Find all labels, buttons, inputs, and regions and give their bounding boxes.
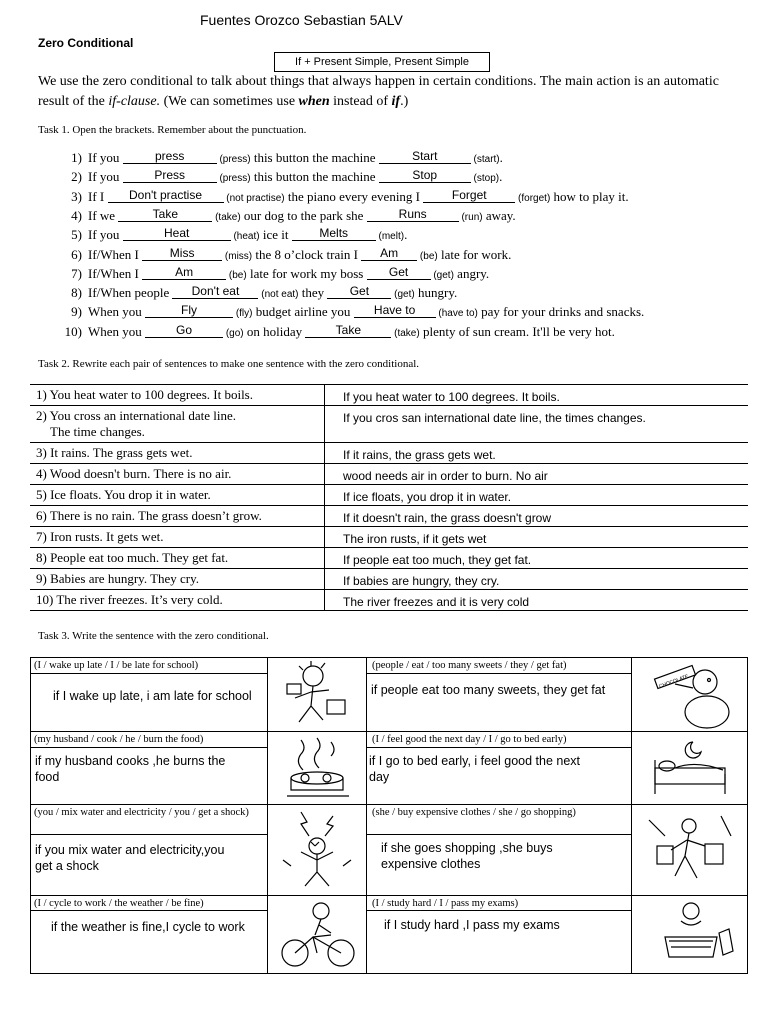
table-row — [30, 506, 748, 527]
table-row — [30, 485, 748, 506]
item-text: When you — [88, 323, 146, 339]
task1-item — [58, 169, 502, 188]
task1-item — [58, 304, 644, 323]
task3-answer: if I wake up late, i am late for school — [53, 689, 252, 703]
table-row — [30, 406, 748, 443]
task2-table — [30, 384, 748, 611]
item-text: late for work my boss — [246, 265, 367, 281]
item-text: . — [499, 169, 503, 185]
candy-label: CHOCOLATE — [658, 673, 690, 690]
task1-heading: Task 1. Open the brackets. Remember about the punctuation. — [38, 124, 307, 136]
task1-item — [58, 150, 503, 169]
item-text: If we — [88, 207, 119, 223]
shopping-illustration — [635, 806, 743, 894]
item-number: 6) — [71, 246, 82, 262]
answer-blank[interactable]: Get — [367, 265, 431, 280]
item-text: away. — [482, 207, 516, 223]
rewritten-sentence[interactable]: If people eat too much, they get fat. — [325, 548, 749, 569]
intro-paragraph: We use the zero conditional to talk about things that always happen in certain conditions. The main action is an automatic result of the if-clause. (We can sometimes use when instead of if.) — [38, 74, 719, 109]
item-number: 5) — [71, 227, 82, 243]
item-text: on holiday — [243, 323, 306, 339]
sentence-pair: 8) People eat too much. They get fat. — [30, 548, 325, 569]
verb-hint: (not practise) — [223, 192, 285, 204]
item-text: the piano every evening I — [284, 188, 424, 204]
item-text: If/When people — [88, 285, 173, 301]
item-text: this button the machine — [250, 169, 379, 185]
item-text: If you — [88, 227, 123, 243]
item-text: hungry. — [414, 285, 458, 301]
rewritten-sentence[interactable]: If you cros san international date line, the times changes. — [325, 406, 749, 443]
verb-hint: (have to) — [435, 308, 478, 320]
item-number: 2) — [71, 169, 82, 185]
sentence-pair: 6) There is no rain. The grass doesn’t grow. — [30, 506, 325, 527]
sentence-pair: 4) Wood doesn't burn. There is no air. — [30, 464, 325, 485]
item-number: 9) — [71, 304, 82, 320]
page-title: Zero Conditional — [38, 36, 134, 50]
rewritten-sentence[interactable]: The iron rusts, if it gets wet — [325, 527, 749, 548]
answer-blank[interactable]: Start — [379, 149, 471, 164]
verb-hint: (heat) — [230, 231, 260, 243]
answer-blank[interactable]: Runs — [367, 207, 459, 222]
rewritten-sentence[interactable]: If it rains, the grass gets wet. — [325, 443, 749, 464]
task3-heading: Task 3. Write the sentence with the zero conditional. — [38, 630, 269, 642]
answer-blank[interactable]: Stop — [379, 168, 471, 183]
answer-blank[interactable]: Am — [361, 246, 417, 261]
item-text: late for work. — [437, 246, 512, 262]
task3-prompt: (I / study hard / I / pass my exams) — [372, 898, 519, 909]
verb-hint: (forget) — [515, 192, 551, 204]
answer-blank[interactable]: Go — [145, 323, 223, 338]
task1-item — [58, 247, 511, 266]
item-text: ice it — [259, 227, 292, 243]
item-text: When you — [88, 304, 146, 320]
answer-blank[interactable]: Heat — [123, 226, 231, 241]
cyclist-illustration — [271, 897, 363, 971]
item-number: 3) — [71, 188, 82, 204]
verb-hint: (get) — [430, 269, 454, 281]
table-row — [30, 590, 748, 611]
task2-heading: Task 2. Rewrite each pair of sentences to make one sentence with the zero conditional. — [38, 358, 420, 370]
item-text: If/When I — [88, 246, 143, 262]
verb-hint: (take) — [212, 211, 241, 223]
electric-shock-illustration — [271, 806, 363, 894]
task3-answer: if I go to bed early, i feel good the next day — [369, 754, 581, 784]
item-text: how to play it. — [550, 188, 629, 204]
item-text: budget airline you — [252, 304, 354, 320]
task3-answer: if I study hard ,I pass my exams — [384, 918, 560, 932]
task3-answer: if she goes shopping ,she buys expensive clothes — [381, 841, 553, 871]
bed-illustration — [635, 734, 743, 802]
sentence-pair: 2) You cross an international date line. The time changes. — [30, 406, 325, 443]
verb-hint: (press) — [216, 154, 251, 165]
answer-blank[interactable]: Miss — [142, 246, 222, 261]
task3-answer: if my husband cooks ,he burns the food — [35, 754, 226, 784]
item-text: they — [298, 285, 328, 301]
item-text: If I — [88, 188, 108, 204]
item-text: If you — [88, 169, 123, 185]
item-text: If you — [88, 150, 123, 165]
verb-hint: (take) — [391, 327, 420, 339]
task1-item — [58, 285, 457, 304]
task3-grid — [30, 657, 748, 974]
verb-hint: (not eat) — [258, 289, 299, 301]
answer-blank[interactable]: Get — [327, 284, 391, 299]
student-name: Fuentes Orozco Sebastian 5ALV — [200, 12, 403, 28]
rewritten-sentence[interactable]: If it doesn't rain, the grass doesn't grow — [325, 506, 749, 527]
sentence-pair: 1) You heat water to 100 degrees. It boils. — [30, 385, 325, 406]
item-text: this button the machine — [250, 150, 379, 165]
cooking-illustration — [271, 734, 363, 802]
verb-hint: (go) — [223, 327, 244, 339]
verb-hint: (be) — [226, 269, 247, 281]
item-text: If/When I — [88, 265, 143, 281]
answer-blank[interactable]: Forget — [423, 188, 515, 203]
task3-prompt: (people / eat / too many sweets / they / get fat) — [372, 660, 567, 671]
rewritten-sentence[interactable]: If babies are hungry, they cry. — [325, 569, 749, 590]
item-number: 10) — [64, 323, 82, 339]
task1-item — [58, 189, 629, 208]
studying-illustration — [635, 897, 743, 971]
sentence-pair: 9) Babies are hungry. They cry. — [30, 569, 325, 590]
item-text: . — [499, 150, 503, 165]
item-text: pay for your drinks and snacks. — [477, 304, 645, 320]
item-number: 1) — [71, 150, 82, 165]
answer-blank[interactable]: Fly — [145, 303, 233, 318]
verb-hint: (run) — [458, 211, 483, 223]
answer-blank[interactable]: Take — [118, 207, 212, 222]
task3-answer: if people eat too many sweets, they get fat — [371, 683, 606, 697]
answer-blank[interactable]: press — [123, 149, 217, 164]
verb-hint: (press) — [216, 173, 251, 185]
task3-answer: if the weather is fine,I cycle to work — [51, 920, 245, 934]
item-text: angry. — [453, 265, 490, 281]
sentence-pair: 5) Ice floats. You drop it in water. — [30, 485, 325, 506]
formula-box: If + Present Simple, Present Simple — [274, 52, 490, 72]
task1-item — [58, 324, 615, 343]
table-row — [30, 443, 748, 464]
verb-hint: (be) — [417, 250, 438, 262]
sentence-pair: 10) The river freezes. It’s very cold. — [30, 590, 325, 611]
table-row — [30, 385, 748, 406]
task3-prompt: (my husband / cook / he / burn the food) — [34, 734, 204, 745]
sentence-pair: 3) It rains. The grass gets wet. — [30, 443, 325, 464]
item-number: 4) — [71, 207, 82, 223]
table-row — [30, 464, 748, 485]
sweets-man-illustration — [635, 660, 743, 730]
task1-item — [58, 266, 489, 285]
task3-prompt: (you / mix water and electricity / you / get a shock) — [34, 807, 249, 818]
item-text: plenty of sun cream. It'll be very hot. — [419, 323, 615, 339]
task3-answer: if you mix water and electricity,you get a shock — [35, 843, 225, 873]
verb-hint: (fly) — [233, 308, 253, 320]
task3-prompt: (she / buy expensive clothes / she / go shopping) — [372, 807, 576, 818]
answer-blank[interactable]: Am — [142, 265, 226, 280]
item-text: our dog to the park she — [240, 207, 367, 223]
answer-blank[interactable]: Don't eat — [172, 284, 258, 299]
answer-blank[interactable]: Press — [123, 168, 217, 183]
sentence-pair: 7) Iron rusts. It gets wet. — [30, 527, 325, 548]
table-row — [30, 527, 748, 548]
task3-prompt: (I / wake up late / I / be late for school) — [34, 660, 199, 671]
answer-blank[interactable]: Have to — [354, 303, 436, 318]
verb-hint: (miss) — [222, 250, 253, 262]
rewritten-sentence[interactable]: wood needs air in order to burn. No air — [325, 464, 749, 485]
late-boy-illustration — [271, 660, 363, 730]
table-row — [30, 548, 748, 569]
task1-item — [58, 208, 516, 227]
answer-blank[interactable]: Melts — [292, 226, 376, 241]
answer-blank[interactable]: Take — [305, 323, 391, 338]
verb-hint: (start) — [470, 154, 500, 165]
item-number: 7) — [71, 265, 82, 281]
task3-prompt: (I / cycle to work / the weather / be fine) — [34, 898, 204, 909]
table-row — [30, 569, 748, 590]
rewritten-sentence[interactable]: The river freezes and it is very cold — [325, 590, 749, 611]
verb-hint: (get) — [391, 289, 415, 301]
task1-item — [58, 227, 407, 246]
item-text: the 8 o’clock train I — [252, 246, 362, 262]
item-number: 8) — [71, 285, 82, 301]
verb-hint: (stop) — [470, 173, 500, 185]
rewritten-sentence[interactable]: If you heat water to 100 degrees. It boils. — [325, 385, 749, 406]
rewritten-sentence[interactable]: If ice floats, you drop it in water. — [325, 485, 749, 506]
verb-hint: (melt) — [375, 231, 405, 243]
item-text: . — [404, 227, 408, 243]
answer-blank[interactable]: Don't practise — [108, 188, 224, 203]
task3-prompt: (I / feel good the next day / I / go to bed early) — [372, 734, 567, 745]
